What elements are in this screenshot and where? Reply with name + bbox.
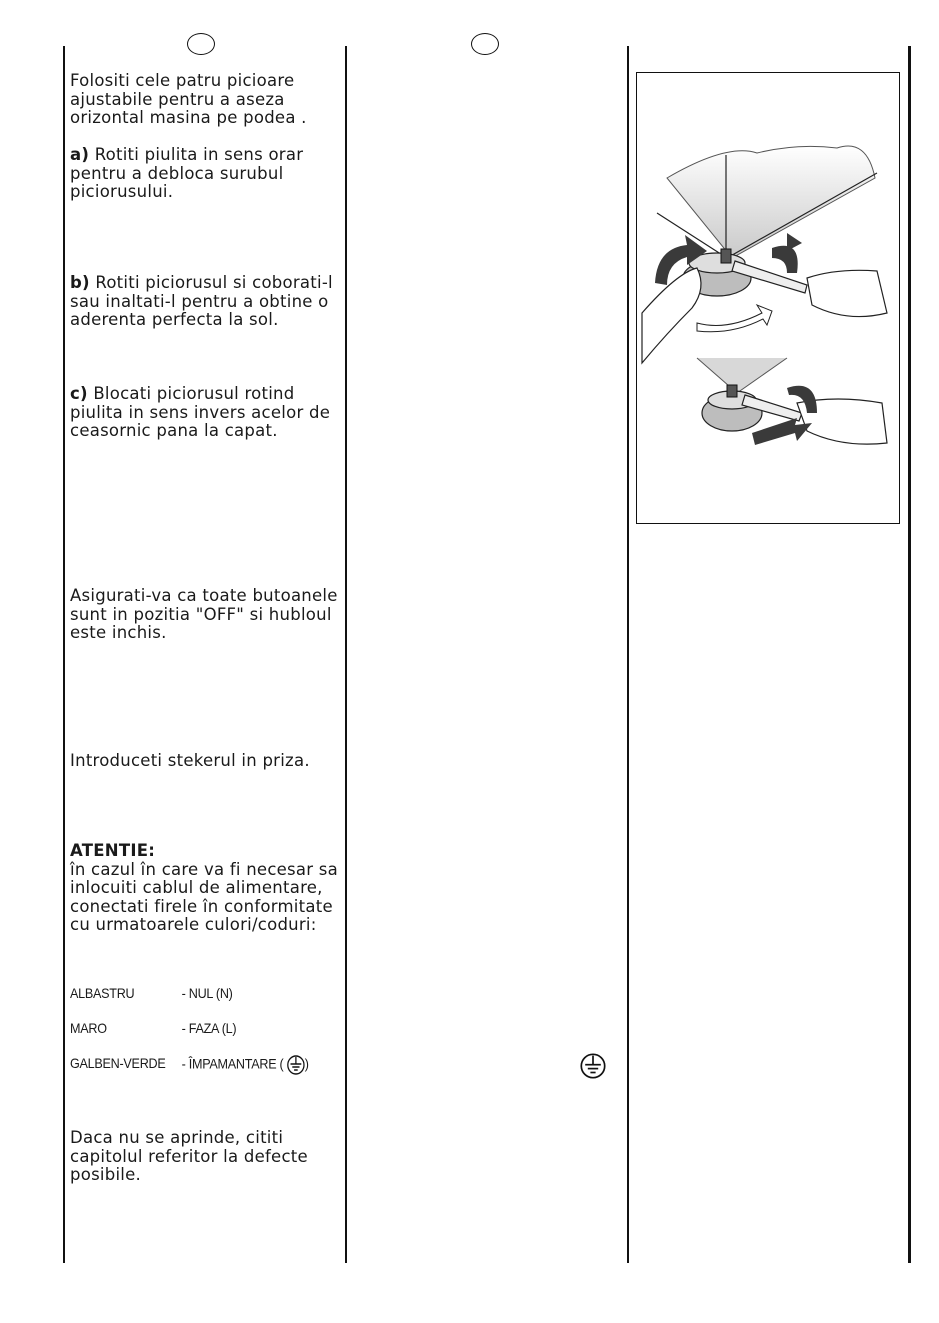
wire-row-yellow-green [70, 1055, 309, 1072]
wire-color-label: MARO [70, 1020, 107, 1036]
step-a-paragraph [70, 146, 342, 202]
wire-code-label: - FAZA (L) [181, 1020, 237, 1036]
attention-paragraph [70, 842, 342, 935]
step-a-text: Rotiti piulita in sens orar pentru a debloca surubul piciorusului. [70, 145, 304, 201]
attention-text: în cazul în care va fi necesar sa inlocuiti cablul de alimentare, conectati firele în conformitate cu urmatoarele culori/coduri: [70, 859, 338, 934]
language-marker-circle-left [187, 33, 215, 55]
step-b-label: b) [70, 273, 90, 292]
wire-row-brown [70, 1020, 237, 1036]
plug-paragraph: Introduceti stekerul in priza. [70, 751, 310, 770]
earth-ground-icon [287, 1055, 305, 1075]
adjustable-foot-illustration [636, 72, 900, 524]
step-c-label: c) [70, 384, 88, 403]
wire-color-label: ALBASTRU [70, 985, 135, 1001]
step-b-text: Rotiti piciorusul si coborati-l sau inaltati-l pentru a obtine o aderenta perfecta la sol. [70, 273, 333, 329]
wire-code-label: - ÎMPAMANTARE ( ) [182, 1055, 309, 1075]
column-divider-left [63, 46, 65, 1263]
step-c-paragraph [70, 385, 342, 441]
buttons-off-paragraph: Asigurati-va ca toate butoanele sunt in pozitia "OFF" si hubloul este inchis. [70, 586, 338, 642]
wire-color-label: GALBEN-VERDE [70, 1055, 166, 1071]
wrench-adjustment-illustration-icon [637, 73, 898, 522]
language-marker-circle-middle [471, 33, 499, 55]
intro-paragraph: Folositi cele patru picioare ajustabile pentru a aseza orizontal masina pe podea . [70, 71, 307, 127]
step-a-label: a) [70, 145, 90, 164]
step-c-text: Blocati piciorusul rotind piulita in sens invers acelor de ceasornic pana la capat. [70, 384, 331, 440]
earth-ground-icon [580, 1053, 606, 1079]
wire-code-label: - NUL (N) [181, 985, 233, 1001]
column-divider-right [627, 46, 629, 1263]
trouble-paragraph: Daca nu se aprinde, cititi capitolul referitor la defecte posibile. [70, 1128, 308, 1184]
column-divider-middle [345, 46, 347, 1263]
step-b-paragraph [70, 274, 342, 330]
wire-row-blue [70, 985, 233, 1001]
attention-title: ATENTIE: [70, 841, 156, 860]
column-divider-edge [908, 46, 911, 1263]
